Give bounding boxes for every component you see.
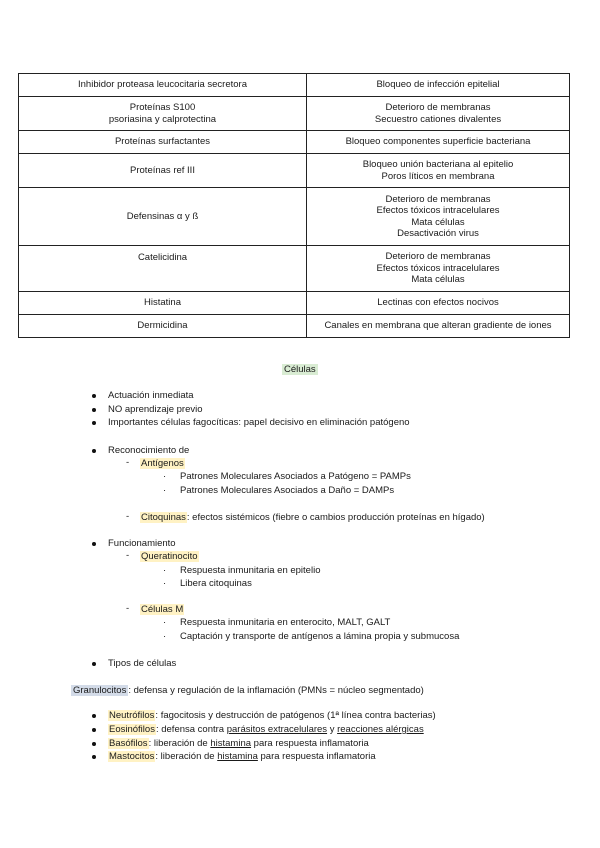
table-cell [307,74,570,97]
bullet-icon [92,742,96,746]
dash-icon: · [163,631,167,642]
table-cell [19,74,307,97]
cell-text: Bloqueo unión bacteriana al epitelio [362,159,514,170]
bullet-icon [92,662,96,666]
sub-sub-item: Captación y transporte de antígenos a lámina propia y submucosa [180,631,460,642]
list-item: Actuación inmediata [108,390,194,401]
table-cell [307,131,570,154]
cell-text: Deterioro de membranas [385,251,491,263]
bullet-icon [92,728,96,732]
table-cell [307,315,570,338]
defense-proteins-table [18,73,570,338]
dash-icon: - [126,511,130,522]
cell-text: Deterioro de membranas [385,193,491,205]
sub-sub-item: Libera citoquinas [180,578,252,589]
list-item-eosinofilos: Eosinófilos: defensa contra parásitos extracelulares y reacciones alérgicas [109,724,424,735]
table-row [19,74,570,97]
table-cell [19,246,307,292]
cell-text: Desactivación virus [397,228,479,239]
list-item: Tipos de células [108,658,177,669]
bullet-icon [92,714,96,718]
sub-item-citoquinas: Citoquinas: efectos sistémicos (fiebre o cambios producción proteínas en hígado) [141,512,485,523]
sub-sub-item: Patrones Moleculares Asociados a Patógeno = PAMPs [180,471,411,482]
cell-text: Secuestro cationes divalentes [374,113,502,125]
table-cell [19,315,307,338]
table-cell [307,154,570,188]
list-item-basofilos: Basófilos: liberación de histamina para respuesta inflamatoria [109,738,369,749]
dash-icon: · [163,578,167,589]
section-heading: Células [284,364,316,375]
cell-text: Histatina [144,297,181,309]
list-item-mastocitos: Mastocitos: liberación de histamina para respuesta inflamatoria [109,751,376,762]
list-item-neutrofilos: Neutrófilos: fagocitosis y destrucción de patógenos (1ª línea contra bacterias) [109,710,436,721]
dash-icon: · [163,485,167,496]
table-cell [19,154,307,188]
table-row [19,97,570,131]
table-cell [307,97,570,131]
sub-item-antigenos: Antígenos [141,458,184,469]
sub-sub-item: Respuesta inmunitaria en enterocito, MALT, GALT [180,617,391,628]
dash-icon: · [163,471,167,482]
bullet-icon [92,394,96,398]
table-row [19,131,570,154]
cell-text: Lectinas con efectos nocivos [377,297,499,309]
granulocitos-line: Granulocitos : defensa y regulación de la inflamación (PMNs = núcleo segmentado) [73,685,424,696]
cell-text: Catelicidina [137,252,188,263]
table-cell [307,188,570,246]
cell-text: Mata células [411,274,465,286]
sub-item-queratinocito: Queratinocito [141,551,198,562]
cell-text: Efectos tóxicos intracelulares [376,262,500,274]
bullet-icon [92,449,96,453]
cell-text: Defensinas α y ß [126,210,199,222]
table-cell [19,188,307,246]
table-row [19,154,570,188]
table-row [19,292,570,315]
cell-text: Canales en membrana que alteran gradiente de iones [324,320,552,332]
table-cell [307,246,570,292]
table-cell [19,97,307,131]
table-cell [19,131,307,154]
cell-text: Dermicidina [137,320,188,332]
cell-text: Poros líticos en membrana [381,170,495,182]
list-item: Reconocimiento de [108,445,190,456]
table-row [19,188,570,246]
sub-sub-item: Patrones Moleculares Asociados a Daño = DAMPs [180,485,395,496]
dash-icon: - [126,457,130,468]
dash-icon: · [163,565,167,576]
list-item: Funcionamiento [108,538,176,549]
bullet-icon [92,408,96,412]
table-cell [307,292,570,315]
cell-text: Proteínas S100 [129,102,196,113]
table-cell [19,292,307,315]
cell-text: Efectos tóxicos intracelulares [376,205,500,216]
dash-icon: · [163,617,167,628]
cell-text: Mata células [411,216,465,228]
cell-text: Deterioro de membranas [385,102,491,113]
bullet-icon [92,542,96,546]
cell-text: Bloqueo de infección epitelial [376,79,500,91]
table-row [19,246,570,292]
table-row [19,315,570,338]
dash-icon: - [126,603,130,614]
list-item: NO aprendizaje previo [108,404,203,415]
sub-sub-item: Respuesta inmunitaria en epitelio [180,565,321,576]
cell-text: Bloqueo componentes superficie bacteriana [345,136,531,148]
cell-text: Inhibidor proteasa leucocitaria secretora [78,79,247,91]
cell-text: Proteínas ref III [130,164,195,176]
bullet-icon [92,755,96,759]
bullet-icon [92,421,96,425]
cell-text: Proteínas surfactantes [114,136,211,148]
list-item: Importantes células fagocíticas: papel decisivo en eliminación patógeno [108,417,410,428]
sub-item-celulas-m: Células M [141,604,184,615]
cell-text: psoriasina y calprotectina [108,113,217,125]
dash-icon: - [126,550,130,561]
